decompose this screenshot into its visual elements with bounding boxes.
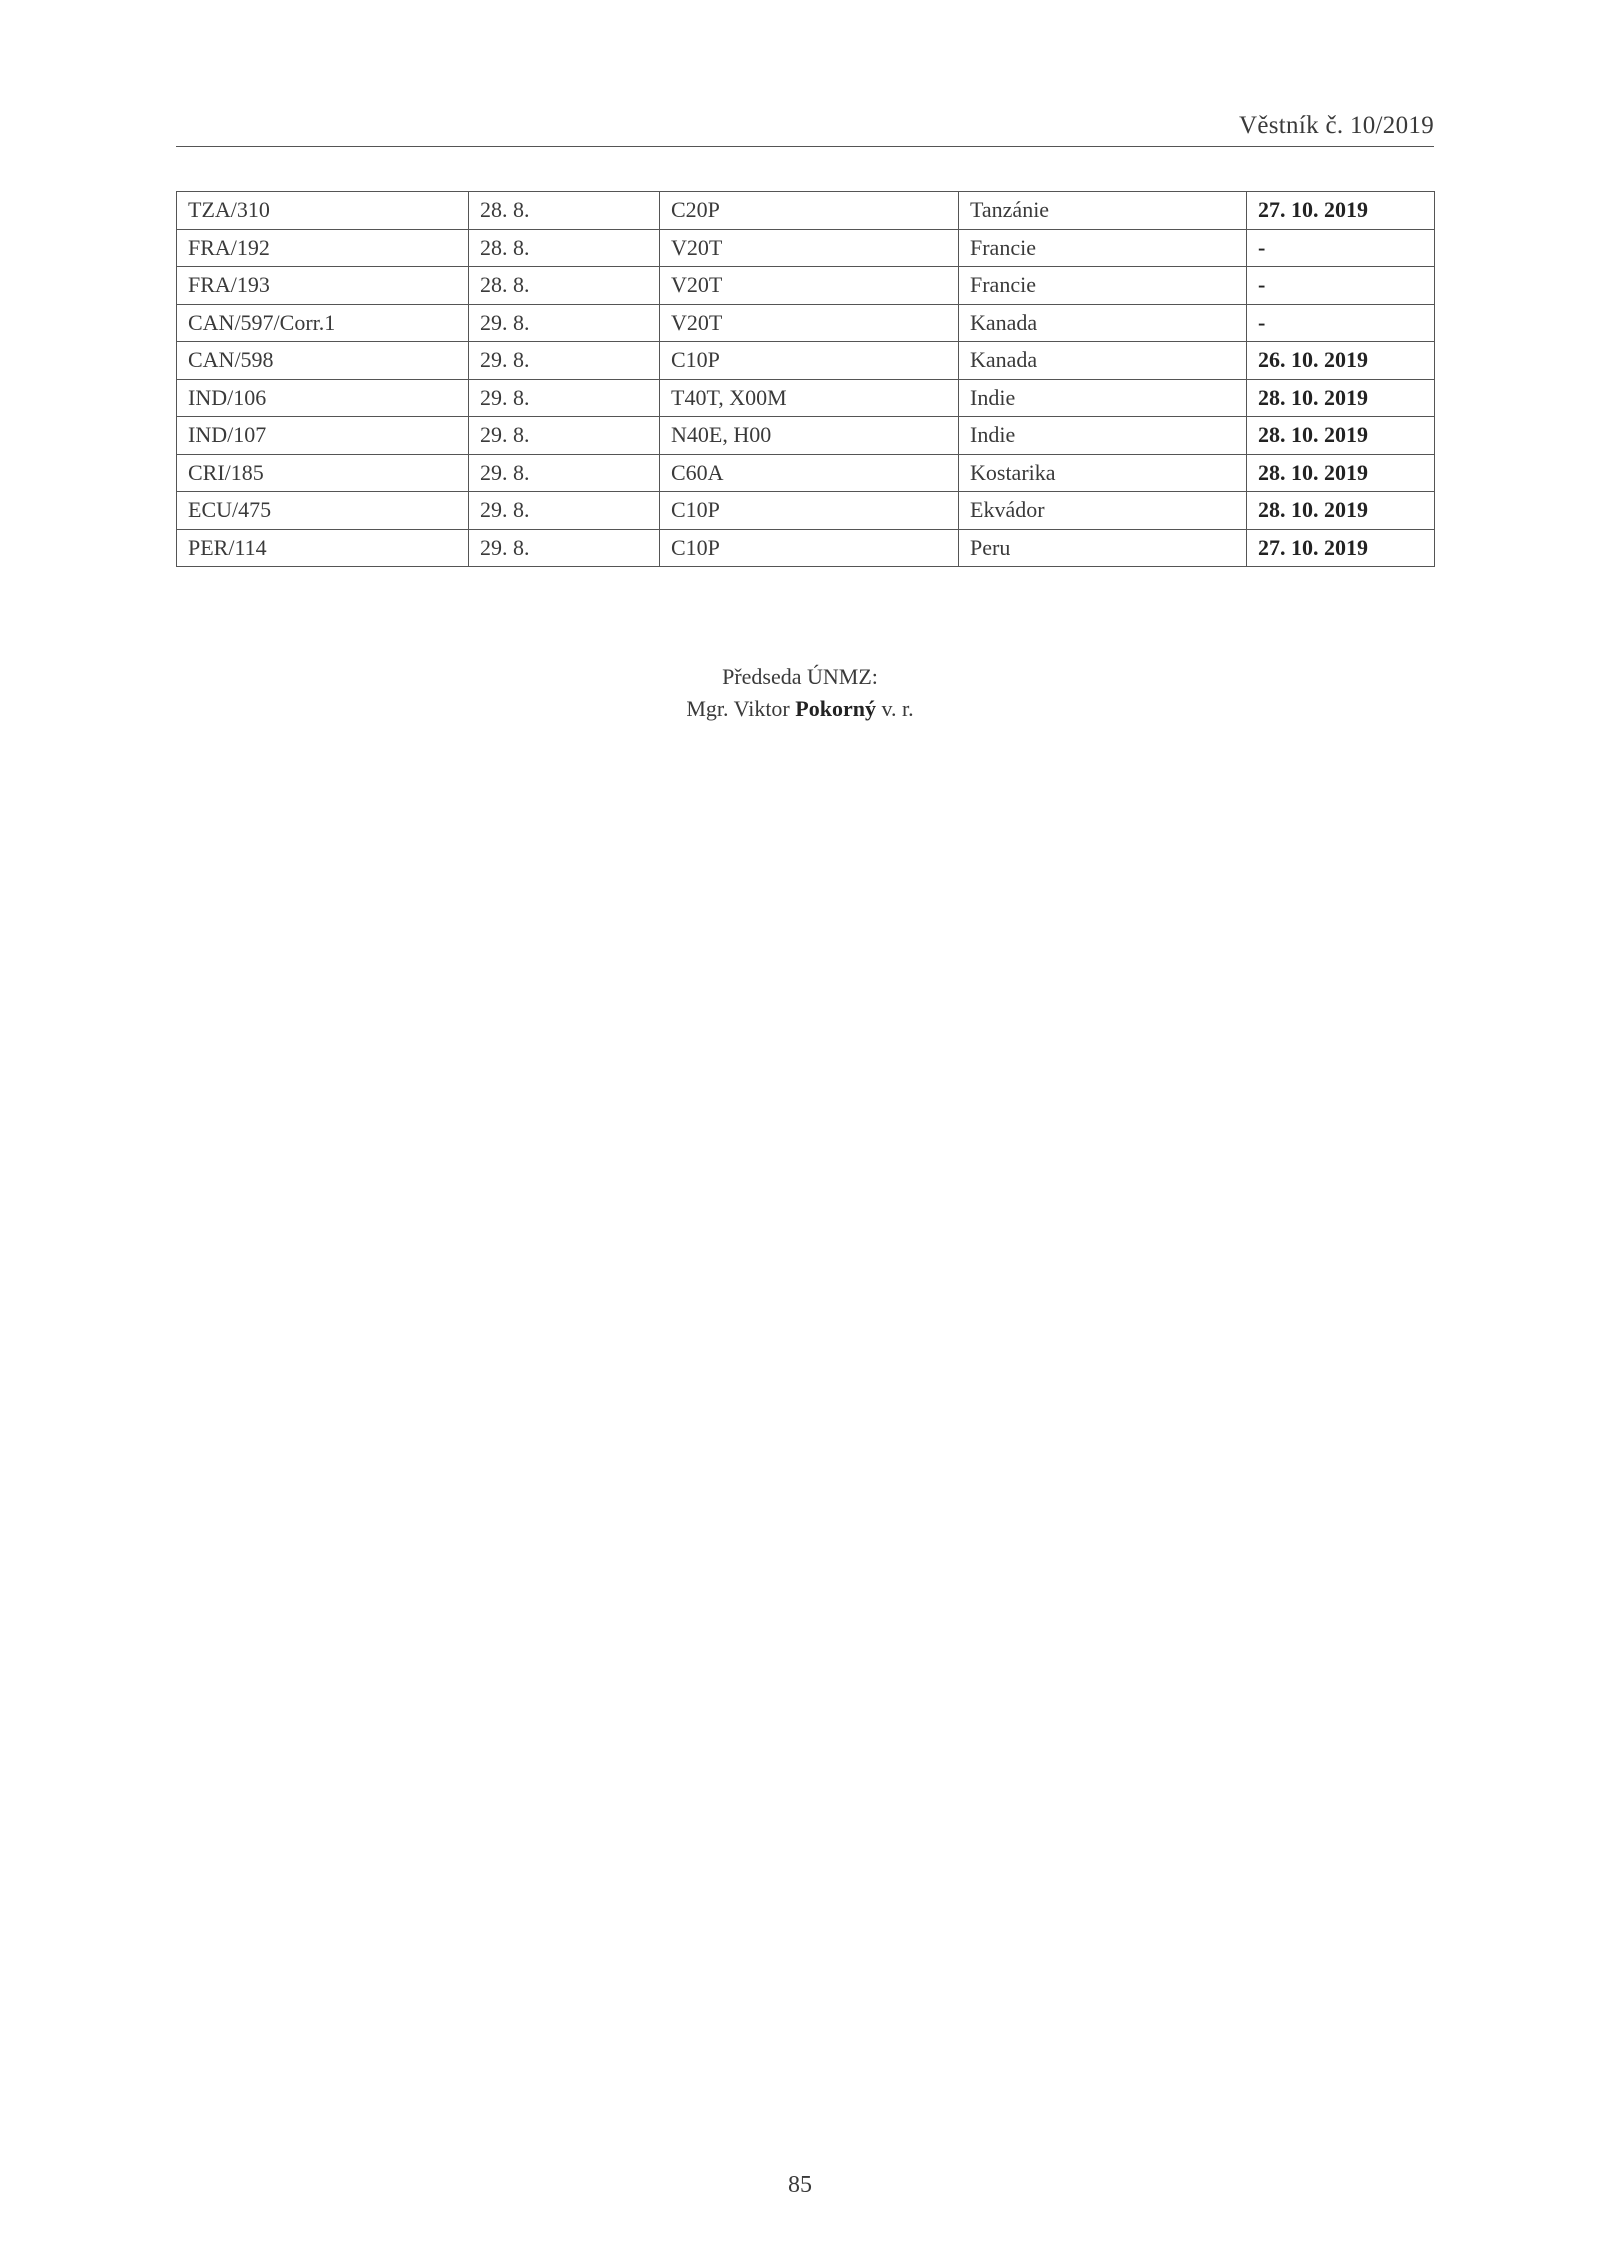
cell-country: Francie [959, 229, 1247, 267]
cell-deadline: 28. 10. 2019 [1247, 379, 1435, 417]
cell-country: Kanada [959, 342, 1247, 380]
signature-name-suffix: v. r. [881, 696, 914, 721]
cell-date: 29. 8. [469, 342, 660, 380]
cell-codes: C10P [660, 492, 959, 530]
cell-deadline: 28. 10. 2019 [1247, 492, 1435, 530]
cell-codes: V20T [660, 267, 959, 305]
cell-codes: C60A [660, 454, 959, 492]
cell-deadline: 27. 10. 2019 [1247, 529, 1435, 567]
cell-deadline: 28. 10. 2019 [1247, 417, 1435, 455]
cell-deadline: 27. 10. 2019 [1247, 192, 1435, 230]
cell-codes: C10P [660, 529, 959, 567]
table-row [177, 417, 1435, 455]
cell-codes: T40T, X00M [660, 379, 959, 417]
cell-deadline: - [1247, 267, 1435, 305]
table-body [177, 192, 1435, 567]
cell-date: 29. 8. [469, 304, 660, 342]
cell-date: 29. 8. [469, 529, 660, 567]
notifications-table [176, 191, 1435, 567]
cell-notification-id: PER/114 [177, 529, 469, 567]
signature-surname: Pokorný [795, 696, 876, 721]
cell-date: 28. 8. [469, 192, 660, 230]
table-row [177, 342, 1435, 380]
cell-codes: V20T [660, 229, 959, 267]
cell-date: 28. 8. [469, 267, 660, 305]
table-row [177, 379, 1435, 417]
signature-name [0, 693, 1600, 725]
cell-notification-id: ECU/475 [177, 492, 469, 530]
cell-deadline: - [1247, 229, 1435, 267]
cell-date: 29. 8. [469, 379, 660, 417]
cell-date: 28. 8. [469, 229, 660, 267]
table-row [177, 529, 1435, 567]
table-row [177, 304, 1435, 342]
cell-notification-id: FRA/193 [177, 267, 469, 305]
table-row [177, 192, 1435, 230]
cell-deadline: 28. 10. 2019 [1247, 454, 1435, 492]
cell-notification-id: CAN/597/Corr.1 [177, 304, 469, 342]
page-header [176, 108, 1434, 147]
signature-name-prefix: Mgr. Viktor [686, 696, 790, 721]
cell-deadline: - [1247, 304, 1435, 342]
cell-country: Francie [959, 267, 1247, 305]
table-row [177, 492, 1435, 530]
cell-notification-id: CAN/598 [177, 342, 469, 380]
cell-country: Tanzánie [959, 192, 1247, 230]
cell-notification-id: CRI/185 [177, 454, 469, 492]
cell-date: 29. 8. [469, 454, 660, 492]
cell-date: 29. 8. [469, 492, 660, 530]
cell-date: 29. 8. [469, 417, 660, 455]
cell-country: Ekvádor [959, 492, 1247, 530]
table-row [177, 267, 1435, 305]
table-row [177, 229, 1435, 267]
cell-country: Kostarika [959, 454, 1247, 492]
cell-notification-id: IND/106 [177, 379, 469, 417]
table-row [177, 454, 1435, 492]
cell-country: Indie [959, 417, 1247, 455]
cell-deadline: 26. 10. 2019 [1247, 342, 1435, 380]
cell-country: Kanada [959, 304, 1247, 342]
signature-role: Předseda ÚNMZ: [722, 664, 878, 689]
cell-notification-id: FRA/192 [177, 229, 469, 267]
cell-notification-id: IND/107 [177, 417, 469, 455]
cell-country: Peru [959, 529, 1247, 567]
page-number: 85 [788, 2172, 812, 2198]
cell-codes: C10P [660, 342, 959, 380]
cell-codes: V20T [660, 304, 959, 342]
journal-title: Věstník č. 10/2019 [1239, 112, 1434, 139]
cell-notification-id: TZA/310 [177, 192, 469, 230]
signature-block [0, 661, 1600, 725]
cell-codes: C20P [660, 192, 959, 230]
cell-country: Indie [959, 379, 1247, 417]
cell-codes: N40E, H00 [660, 417, 959, 455]
